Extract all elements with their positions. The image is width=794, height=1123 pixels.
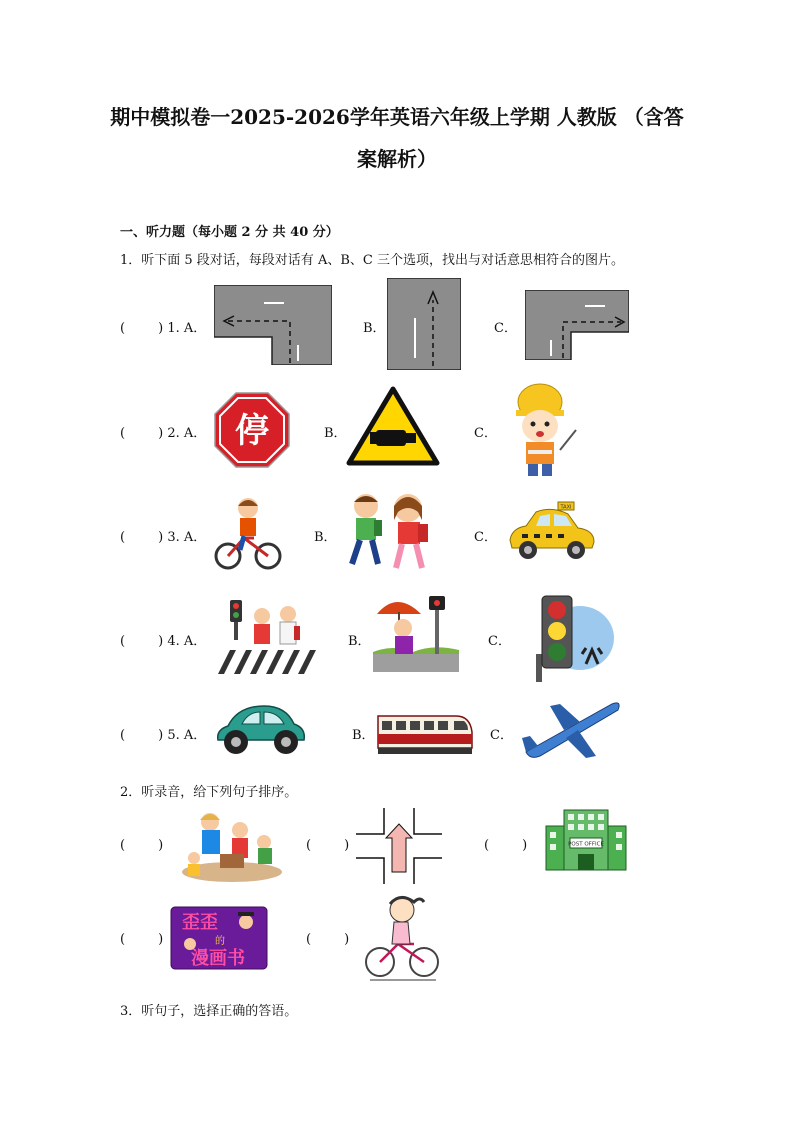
taxi-picture <box>506 500 598 562</box>
post-office-building-picture <box>544 808 628 872</box>
q1-row1-option-b: B． <box>363 321 386 336</box>
stop-sign-char: 停 <box>235 411 269 451</box>
q1-row1-option-c: C． <box>494 321 517 336</box>
section-heading: 一、听力题（每小题 2 分 共 40 分） <box>120 225 339 240</box>
comic-title-mid: 的 <box>215 936 225 947</box>
post-office-sign-text: POST OFFICE <box>568 841 604 848</box>
car-picture <box>212 700 310 758</box>
go-straight-crossroad-picture <box>356 808 442 884</box>
q2-paren-4: ( ) <box>120 932 164 947</box>
q1-row3-option-b: B． <box>314 530 337 545</box>
comic-title-top: 歪歪 <box>182 912 218 933</box>
title-line-1: 期中模拟卷一2025-2026学年英语六年级上学期 人教版 （含答 <box>110 105 684 129</box>
traffic-police-picture <box>510 380 582 478</box>
title-line-2: 案解析） <box>357 147 437 171</box>
comic-title-bottom: 漫画书 <box>191 948 245 969</box>
q1-row4-option-c: C． <box>488 634 511 649</box>
taxi-roof-text: TAXI <box>560 504 572 511</box>
train-picture <box>376 708 474 758</box>
q2-paren-2: ( ) <box>306 838 350 853</box>
q1-row2-option-b: B． <box>324 426 347 441</box>
traffic-light-picture <box>524 594 614 682</box>
q1-row2-option-c: C． <box>474 426 497 441</box>
q1-row4-label: ( ) 4. A． <box>120 634 207 649</box>
q1-row2-label: ( ) 2. A． <box>120 426 207 441</box>
airplane-picture <box>520 696 624 762</box>
crosswalk-picture <box>212 598 316 678</box>
q1-row5-label: ( ) 5. A． <box>120 728 207 743</box>
picnic-family-picture <box>180 808 286 884</box>
question-2-text: 2．听录音，给下列句子排序。 <box>120 785 298 800</box>
road-turn-left-picture <box>214 285 332 365</box>
q2-paren-3: ( ) <box>484 838 528 853</box>
q1-row5-option-c: C． <box>490 728 513 743</box>
question-3-text: 3．听句子，选择正确的答语。 <box>120 1004 298 1019</box>
comic-book-picture <box>170 906 268 970</box>
umbrella-child-picture <box>373 592 459 680</box>
girl-riding-bike-picture <box>364 892 442 984</box>
road-turn-right-picture <box>525 290 629 360</box>
bike-rider-picture <box>214 494 282 572</box>
q1-row1-label: ( ) 1. A． <box>120 321 207 336</box>
q1-row5-option-b: B． <box>352 728 375 743</box>
q2-paren-1: ( ) <box>120 838 164 853</box>
q1-row3-option-c: C． <box>474 530 497 545</box>
q1-row4-option-b: B． <box>348 634 371 649</box>
q2-paren-5: ( ) <box>306 932 350 947</box>
stop-sign-picture <box>214 392 290 468</box>
road-straight-picture <box>387 278 461 370</box>
walking-kids-picture <box>340 490 436 574</box>
q1-row3-label: ( ) 3. A． <box>120 530 207 545</box>
warning-sign-picture <box>346 386 440 466</box>
question-1-text: 1．听下面 5 段对话，每段对话有 A、B、C 三个选项，找出与对话意思相符合的图片。 <box>120 253 624 268</box>
